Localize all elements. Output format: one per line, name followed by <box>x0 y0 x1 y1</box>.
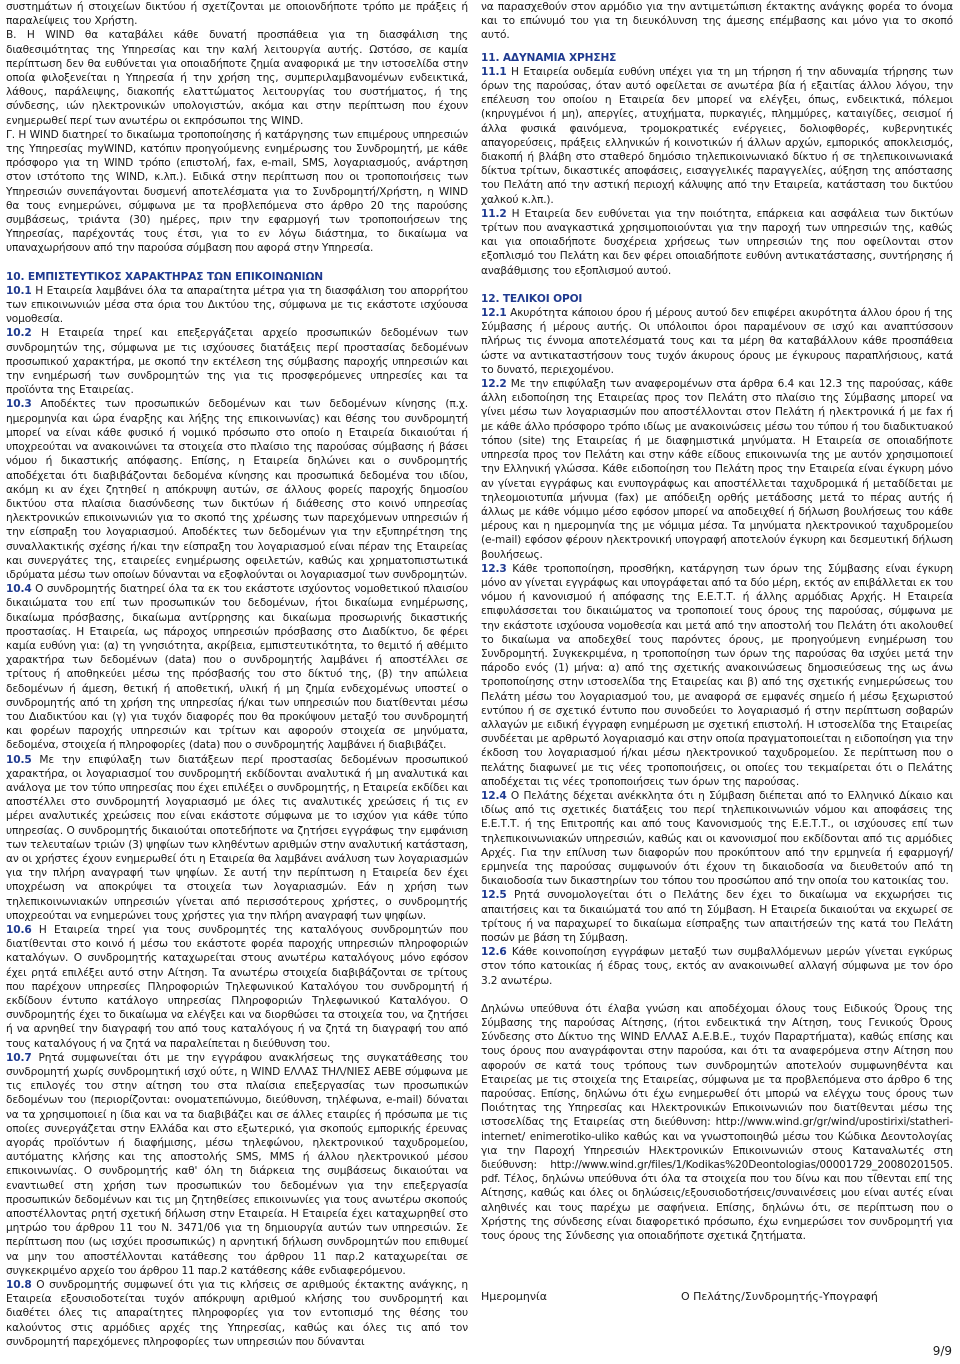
clause-text: Ο συνδρομητής διατηρεί όλα τα εκ του εκάστοτε ισχύοντος νομοθετικού πλαισίου δικαιώματα του επί των προσωπικών του δεδομένων, ήτοι δικαίωμα ενημέρωσης, δικαίωμα πρόσβασης, δικαίωμα αντίρρησης και δικαίωμα προσωρινής δικαστικής προστασίας. Η Εταιρεία, ως πάροχος υπηρεσιών πρόσβασης στο Διαδίκτυο, δε φέρει καμία ευθύνη για: (α) τη γνησιότητα, ακρίβεια, εμπιστευτικότητα, το θεμιτό ή αθέμιτο χαρακτήρα των δεδομένων (data) που ο συνδρομητής λαμβάνει ή αποστέλλει σε τρίτους ή αποθηκεύει μέσω της πρόσβασής του στο δίκτυό της, (β) την απώλεια δεδομένων ή άμεση, θετική ή αποθετική, υλική ή μη ζημία ενδεχομένως υποστεί ο συνδρομητής από τη χρήση της υπηρεσίας ή/και των υπηρεσιών που διατίθενται μέσω του Διαδικτύου και (γ) για τυχόν διαφορές που θα προκύψουν μεταξύ του συνδρομητή και φορέων παροχής υπηρεσιών και τρίτων και αφορούν στοιχεία σε μηνύματα, δεδομένα, στοιχεία ή πληροφορίες (data) που ο συνδρομητής λαμβάνει ή διαβιβάζει. <box>6 583 468 752</box>
page-number: 9/9 <box>932 1344 952 1358</box>
clause-10-7 <box>6 1051 468 1278</box>
clause-text: Η Εταιρεία ουδεμία ευθύνη υπέχει για τη μη τήρηση ή την αδυναμία τήρησης των όρων της παρούσας, όταν αυτό οφείλεται σε ανωτέρα βία ή εξαιτίας άλλου λόγου, την επέλευση του οποίου η Εταιρεία δεν μπορεί να ελέγξει, όπως, ενδεικτικά, πόλεμοι (κηρυγμένοι ή μη), απεργίες, ατυχήματα, πυρκαγιές, πλημμύρες, καταιγίδες, σεισμοί ή άλλα φυσικά φαινόμενα, τρομοκρατικές ενέργειες, δολιοφθορές, κυβερνητικές απαγορεύσεις, πράξεις ελληνικών ή κοινοτικών ή άλλων αρχών, εμπορικός αποκλεισμός, διακοπή ή βλάβη στο σταθερό δημόσιο τηλεπικοινωνιακό δίκτυο ή σε τηλεπικοινωνιακά δίκτυα τρίτων, δικαστικές αποφάσεις, εισαγγελικές παραγγελίες, αύξηση της απόστασης του Πελάτη από την αστική περιοχή κάλυψης από την Εταιρεία, κατάσταση του δικτύου χαλκού κ.λπ.). <box>481 65 953 206</box>
clause-number: 10.5 <box>6 753 32 766</box>
section-11-heading: 11. ΑΔΥΝΑΜΙΑ ΧΡΗΣΗΣ <box>481 51 617 64</box>
clause-10-4 <box>6 582 468 752</box>
clause-number: 10.4 <box>6 583 32 596</box>
clause-number: 11.2 <box>481 207 507 220</box>
clause-text: Ρητά συμφωνείται ότι με την εγγράφου ανακλήσεως της συγκατάθεσης του συνδρομητή χωρίς συνδρομητική ισχύ ούτε, η WIND ΕΛΛΑΣ ΤΗΛ/ΝΙΕΣ ΑΕΒΕ σύμφωνα με τις επιλογές του στην αίτηση του στα πλαίσια επεξεργασίας των προσωπικών δεδομένων του (περιορίζονται: ονοματεπώνυμο, διεύθυνση, τηλέφωνα, e-mail) δύναται να τα χρησιμοποιεί η ίδια και να τα διαβιβάζει και σε άλλες εταιρίες ή πρόσωπα με τις οποίες συνεργάζεται στην Ελλάδα και στο εξωτερικό, για σκοπούς εμπορικής έρευνας αγοράς προϊόντων ή διαφήμισης, μέσω τηλεφώνου, ηλεκτρονικού ταχυδρομείου, αυτόματης κλήσης και της αποστολής SMS, MMS ή άλλου ηλεκτρονικού μέσου επικοινωνίας. Ο συνδρομητής καθ' όλη τη διάρκεια της συμβάσεως δικαιούται να εναντιωθεί στη χρήση των προσωπικών του δεδομένων για την επεξεργασία προσωπικών δεδομένων και τις μη ζητηθείσες επικοινωνίες για τους ανωτέρω σκοπούς αποστέλλοντας ρητή σχετική δήλωση στην Εταιρεία. Η Εταιρεία έχει καταχωρηθεί στο μητρώο του άρθρου 11 του Ν. 3471/06 για τη δημιουργία αυτών των υπηρεσιών. Σε περίπτωση που (ως ισχύει προσωπικώς) η αρνητική δήλωση συνδρομητών που επιθυμεί να μην του αποστέλλονται κατάθεσης του άρθρου 11 παρ.2 καταχωρείται σε συγκεκριμένο αρχείο του άρθρου 11 παρ.2 κατάθεσης κάθε ενδιαφερόμενου. <box>6 1051 468 1277</box>
clause-number: 12.6 <box>481 946 507 959</box>
clause-number: 12.1 <box>481 307 507 320</box>
date-label: Ημερομηνία <box>481 1290 548 1303</box>
section-10-heading: 10. ΕΜΠΙΣΤΕΥΤΙΚΟΣ ΧΑΡΑΚΤΗΡΑΣ ΤΩΝ ΕΠΙΚΟΙΝΩΝΙΩΝ <box>6 270 324 283</box>
clause-number: 10.6 <box>6 924 32 936</box>
clause-number: 12.3 <box>481 562 507 575</box>
clause-11-2 <box>481 207 953 278</box>
clause-text: Η Εταιρεία τηρεί για τους συνδρομητές της καταλόγους συνδρομητών που διατίθενται στο κοινό ή μέσω του εκάστοτε φορέα παροχής υπηρεσιών πληροφοριών καταλόγων. Ο συνδρομητής καταχωρείται στους ανωτέρω καταλόγους μόνο εφόσον έχει ρητά επιλέξει αυτό στην Αίτηση. Τα ανωτέρω στοιχεία διαβιβάζονται σε τρίτους που παρέχουν υπηρεσίες Πληροφοριών Τηλεφωνικού Καταλόγου του συνδρομητή ή εκδίδουν έντυπο κατάλογο υπηρεσίας Πληροφοριών Τηλεφωνικού Καταλόγου. Ο συνδρομητής έχει το δικαίωμα να ελέγξει και να διορθώσει τα στοιχεία του, να ζητήσει ή να αρνηθεί την διαγραφή του από τους καταλόγους ή να ζητά τη διαγραφή του από τους καταλόγους ή να ζητά να παραλείπεται η διεύθυνση του. <box>6 924 468 1050</box>
clause-11-1 <box>481 65 953 207</box>
clause-10-6 <box>6 923 468 1051</box>
clause-12-6 <box>481 945 953 988</box>
paragraph-g: Γ. Η WIND διατηρεί το δικαίωμα τροποποίησης ή κατάργησης των επιμέρους υπηρεσιών της Υπηρεσίας myWIND, κατόπιν προηγούμενης ενημέρωσης του Συνδρομητή, με κάθε πρόσφορο για τη WIND τρόπο (επιστολή, fax, e-mail, SMS, λογαριασμούς, ανάρτηση στον ιστότοπο της WIND, κ.λπ.). Ειδικά στην περίπτωση που οι τροποποιήσεις των Υπηρεσιών συνεπάγονται δυσμενή αποτελέσματα για το Συνδρομητή/Χρήστη, η WIND θα τους ενημερώνει, σύμφωνα με τα προβλεπόμενα στο άρθρο 20 της παρούσης συμβάσεως, τριάντα (30) ημέρες, πριν την εφαρμογή των τροποποιήσεων της Υπηρεσίας, παρέχοντάς τους έτσι, για το εν λόγω διάστημα, το δικαίωμα να υπαναχωρήσουν από την παρούσα σύμβαση που αφορά στην Υπηρεσία. <box>6 128 468 255</box>
clause-10-2 <box>6 326 468 397</box>
clause-number: 10.3 <box>6 398 32 411</box>
intro-paragraph: συστημάτων ή στοιχείων δικτύου ή σχετίζονται με οποιονδήποτε τρόπο με πράξεις ή παραλείψεις του Χρήστη. <box>6 1 468 28</box>
clause-text: Αποδέκτες των προσωπικών δεδομένων και των δεδομένων κίνησης (π.χ. ημερομηνία και ώρα έναρξης και λήξης της επικοινωνίας) και θέσης του συνδρομητή μπορεί να είναι κάθε φυσικό ή νομικό πρόσωπο στο οποίο η Εταιρεία δικαιούται ή υποχρεούται να ανακοινώνει τα στοιχεία στο πλαίσιο της παρούσας σύμβασης ή βάσει νόμου ή δικαστικής απόφασης. Επίσης, η Εταιρεία δηλώνει και ο συνδρομητής αποδέχεται ότι διαβιβάζονται δεδομένα κίνησης και προσωπικά δεδομένα του ιδίου, ακόμη κι αν έχει ζητηθεί η απόκρυψη αυτών, σε άλλους φορείς παροχής δημοσίου δικτύου στα πλαίσια διασύνδεσης των δικτύων ή διάθεσης στο κοινό υπηρεσίας ηλεκτρονικών επικοινωνιών για το σκοπό της χρέωσης των παρεχόμενων υπηρεσιών ή την είσπραξη του λογαριασμού. Αποδέκτες των δεδομένων για την εξυπηρέτηση της συναλλακτικής σχέσης ή/και την είσπραξη του λογαριασμού είναι πέραν της Εταιρείας και συνεργάτες της, εταιρείες ενημέρωσης οφειλετών, καθώς και χρηματοπιστωτικά ιδρύματα μέσω των οποίων δύνανται να εξοφλούνται οι λογαριασμοί των συνδρομητών. <box>6 398 468 581</box>
clause-text: Ακυρότητα κάποιου όρου ή μέρους αυτού δεν επιφέρει ακυρότητα άλλου όρου ή της Σύμβασης ή μέρους αυτής. Οι υπόλοιποι όροι παραμένουν σε ισχύ και αναπτύσσουν πλήρως τις έννομα αποτελέσματά τους και τα μέρη θα καταβάλλουν κάθε προσπάθεια ώστε να αντικαταστήσουν τους τυχόν άκυρους όρους με έγκυρους παραπλήσιους, κατά το δυνατό, περιεχομένου. <box>481 307 953 376</box>
clause-number: 10.1 <box>6 284 32 297</box>
clause-text: Με την επιφύλαξη των αναφερομένων στα άρθρα 6.4 και 12.3 της παρούσας, κάθε άλλη ειδοποίηση της Εταιρείας προς τον Πελάτη στο πλαίσιο της Σύμβασης μπορεί να γίνει μέσω των λογαριασμών που αποστέλλονται στον Πελάτη ή ηλεκτρονικά ή με fax ή με κάθε άλλο πρόσφορο τρόπο ιδίως με ανακοινώσεις μέσω του τύπου ή του διαδικτυακού τόπου (site) της Εταιρείας ή με διαφημιστικά μηνύματα. Η Εταιρεία σε οποιαδήποτε υπηρεσία προς τον Πελάτη και στην κάθε είδους επικοινωνία της με αυτόν χρησιμοποιεί την Ελληνική γλώσσα. Κάθε ειδοποίηση του Πελάτη προς την Εταιρεία είναι έγκυρη μόνο αν γίνεται εγγράφως και ενυπογράφως και αποστέλλεται ταχυδρομικά ή μεταδίδεται με τηλεομοιοτυπία μήνυμα (fax) με απόδειξη ορθής μετάδοσης μετά το πέρας αυτής ή άλλως με κάθε νόμιμο μέσο εφόσον μπορεί να αποδειχθεί ή δήλωση βουλήσεως του κάθε μέρους και η ημερομηνία της με νόμιμα μέσα. Τα μηνύματα ηλεκτρονικού ταχυδρομείου (e-mail) εφόσον φέρουν ηλεκτρονική υπογραφή αποτελούν έγκυρη και δεσμευτική δήλωση βουλήσεως. <box>481 378 953 561</box>
clause-number: 10.8 <box>6 1279 32 1292</box>
clause-10-1 <box>6 284 468 327</box>
clause-number: 12.4 <box>481 789 507 802</box>
clause-text: Ρητά συνομολογείται ότι ο Πελάτης δεν έχει το δικαίωμα να εκχωρήσει τις απαιτήσεις και τα δικαιώματά του από τη Σύμβαση. Η Εταιρεία δικαιούται να εκχωρεί σε τρίτους ή να παραχωρεί το δικαίωμα είσπραξης των απαιτήσεών της κατά του Πελάτη ποσών με βάση τη Σύμβαση. <box>481 889 953 944</box>
clause-number: 11.1 <box>481 65 507 78</box>
clause-number: 12.2 <box>481 378 507 391</box>
clause-12-2 <box>481 377 953 562</box>
left-column <box>6 0 468 1349</box>
clause-text: Η Εταιρεία λαμβάνει όλα τα απαραίτητα μέτρα για τη διασφάλιση του απορρήτου των επικοινωνιών μέσα στα όρια του Δικτύου της, σύμφωνα με τις εκάστοτε ισχύουσα νομοθεσία. <box>6 284 468 326</box>
right-column <box>481 0 953 1243</box>
signature-footer <box>481 1290 953 1303</box>
continuation-paragraph: να παρασχεθούν στον αρμόδιο για την αντιμετώπιση έκτακτης ανάγκης φορέα το όνομα και το επώνυμό του για τη διευκόλυνση της άμεσης επέμβασης και μόνο για το σκοπό αυτό. <box>481 1 953 42</box>
clause-10-3 <box>6 397 468 582</box>
signature-label: Ο Πελάτης/Συνδρομητής-Υπογραφή <box>681 1290 878 1303</box>
clause-text: Κάθε κοινοποίηση εγγράφων μεταξύ των συμβαλλόμενων μερών γίνεται εγκύρως στον τόπο κατοικίας ή έδρας τους, εκτός αν ανακοινωθεί αλλαγή σύμφωνα με τον όρο 3.2 ανωτέρω. <box>481 946 953 987</box>
clause-text: Η Εταιρεία τηρεί και επεξεργάζεται αρχείο προσωπικών δεδομένων των συνδρομητών της, σύμφωνα με τις ισχύουσες διατάξεις περί προστασίας δεδομένων προσωπικού χαρακτήρα, με σκοπό την εκτέλεση της σύμβασης παροχής υπηρεσιών και την ενημέρωσή των συνδρομητών της για τις προσφερόμενες υπηρεσίες και τα προϊόντα της Εταιρείας. <box>6 327 468 397</box>
clause-12-5 <box>481 888 953 945</box>
clause-text: Κάθε τροποποίηση, προσθήκη, κατάργηση των όρων της Σύμβασης είναι έγκυρη μόνο αν γίνεται εγγράφως και υπογράφεται από τα δύο μέρη, εκτός αν επιβάλλεται εκ του νόμου ή κανονισμού ή απόφασης της Ε.Ε.Τ.Τ. ή άλλης αρμόδιας Αρχής. Η Εταιρεία επιφυλάσσεται του δικαιώματος να τροποποιεί τους όρους της παρούσας, σύμφωνα με την εκάστοτε ισχύουσα νομοθεσία και μετά από την αποστολή του Πελάτη ότι ακολουθεί το δικαίωμα να αποδεχθεί τους παρόντες όρους, με προηγούμενη ενημέρωση του Συνδρομητή. Συγκεκριμένα, η τροποποίηση των όρων της παρούσας θα ισχύει μετά την πάροδο ενός (1) μήνα: α) από της σχετικής ανακοινώσεως δημοσιεύσεως της ως άνω τροποποίησης στην ιστοσελίδα της Εταιρείας και β) από της σχετικής ενημερώσεως του Πελάτη μέσω του λογαριασμού του, με αναφορά σε εμφανές σημείο ή μέσω ξεχωριστού εντύπου ή σε σχετικό έντυπο που συνοδεύει το λογαριασμό ή στην περίπτωση σοβαρών αλλαγών με ειδική έγγραφη ενημέρωση με σχετική επιστολή. Η ιστοσελίδα της Εταιρείας συνδέεται με αρθρωτό λογαριασμό και στην οποία πραγματοποιείται η ειδοποίηση για την έκδοση του λογαριασμού ή/και μέσω ηλεκτρονικού ταχυδρομείου. Σε περίπτωση που ο πελάτης διαφωνεί με τις νέες τροποποιήσεις, οι οποίες του τεκμαίρεται ότι ο Πελάτης αποδέχεται τις νέες τροποποιήσεις των όρων της παρούσας. <box>481 562 953 788</box>
clause-number: 10.7 <box>6 1051 32 1064</box>
section-12-heading: 12. ΤΕΛΙΚΟΙ ΟΡΟΙ <box>481 292 583 305</box>
clause-text: Ο Πελάτης δέχεται ανέκκλητα ότι η Σύμβαση διέπεται από το Ελληνικό Δίκαιο και ιδίως από τις σχετικές διατάξεις του περί τηλεπικοινωνιών νόμου και αποφάσεις της Ε.Ε.Τ.Τ. ή της Επιτροπής και από τους Κανονισμούς της Ε.Ε.Τ.Τ., οι ισχύουσες επί των τηλεπικοινωνιακών υπηρεσιών, καθώς και οι κανονισμοί που εκδίδονται από τις αρμόδιες Αρχές. Για την επίλυση των διαφορών που προκύπτουν από την ερμηνεία ή εφαρμογή/ερμηνεία της παρούσας συμφωνούν ότι έχουν τη δικαιοδοσία να διευθετούν από τη δικαιοδοσία των δικαστηρίων του τόπου του προσώπου από την οποία του κατοικίας του. <box>481 789 953 888</box>
clause-number: 10.2 <box>6 327 32 340</box>
clause-12-4 <box>481 789 953 888</box>
clause-12-1 <box>481 306 953 377</box>
clause-text: Με την επιφύλαξη των διατάξεων περί προστασίας δεδομένων προσωπικού χαρακτήρα, οι λογαριασμοί του συνδρομητή εκδίδονται αναλυτικά ή μη αναλυτικά και ανάλογα με τον τύπο υπηρεσίας που έχει επιλέξει ο συνδρομητής, η Εταιρεία εκδίδει και αποστέλλει στο συνδρομητή λογαριασμό με όλες τις αναλυτικές χρεώσεις ή τις εν μέρει αναλυτικές χρεώσεις που είναι εκάστοτε σύμφωνα με το ισχύον για κάθε τύπο υπηρεσίας. Ο συνδρομητής δικαιούται οποτεδήποτε να ζητήσει εγγράφως την εμφάνιση των τελευταίων τριών (3) ψηφίων των κληθέντων αριθμών στην αναλυτική κατάσταση, αν οι χρήστες έχουν ενημερωθεί ότι η Εταιρεία θα λαμβάνει ανάλυση των λογαριασμών για την πλήρη αναγραφή των ψηφίων. Σε αυτή την περίπτωση η Εταιρεία δεν έχει υποχρέωση να αποκρύψει τα στοιχεία των λογαριασμών. Εάν η χρήση των τηλεπικοινωνιακών υπηρεσιών γίνεται από περισσότερους χρήστες, ο συνδρομητής υποχρεούται να ενημερώνει τους χρήστες για την πλήρη αναγραφή των ψηφίων. <box>6 753 468 922</box>
declaration-paragraph: Δηλώνω υπεύθυνα ότι έλαβα γνώση και αποδέχομαι όλους τους Ειδικούς Όρους της Σύμβασης της παρούσας Αίτησης, (ήτοι ενδεικτικά την Αίτηση, τους Γενικούς Όρους Σύνδεσης στο Δίκτυο της WIND ΕΛΛΑΣ Α.Ε.Β.Ε., τυχόν Παραρτήματα), καθώς επίσης και τους όρους που αναγράφονται στην παρούσα, και ότι τα αναφερόμενα στην Αίτηση που αφορούν σε κατά τους τρόπους των συνδρομητών αποτελούν συμφωνηθέντα και Εταιρείας με τις στοιχεία της Εταιρείας, σύμφωνα με τα προβλεπόμενα στο άρθρο 6 της παρούσας. Επίσης, δηλώνω ότι έχω ενημερωθεί ότι μπορώ να ελέγχω τους όρους των Ποιότητας της Υπηρεσίας και Ηλεκτρονικών Επικοινωνιών που διατίθενται μέσω της ιστοσελίδας της Εταιρείας στη διεύθυνση: http://www.wind.gr/gr/wind/upostirixi/statheri-internet/ enimerotiko-uliko καθώς και να γνωστοποιηθώ μέσω του Κώδικα Δεοντολογίας για την Παροχή Υπηρεσιών Ηλεκτρονικών Επικοινωνιών στους Καταναλωτές στη διεύθυνση: http://www.wind.gr/files/1/Kodikas%20Deontologias/00001729_20080201505. pdf. Τέλος, δηλώνω υπεύθυνα ότι όλα τα στοιχεία που του δίνω και που τίθενται επί της Αίτησης, καθώς και όλες οι δηλώσεις/εξουσιοδοτήσεις/συναινέσεις μου είναι αυτές είναι αληθινές και τους παρέχω με σαφήνεια. Επίσης, δηλώνω ότι, σε περίπτωση που ο Χρήστης της σύνδεσης είναι διαφορετικό πρόσωπο, έχω ενημερώσει τον συνδρομητή για τους όρους της Σύνδεσης για οποιαδήποτε σχετικά ζητήματα. <box>481 1002 953 1243</box>
clause-text: Ο συνδρομητής συμφωνεί ότι για τις κλήσεις σε αριθμούς έκτακτης ανάγκης, η Εταιρεία εξουσιοδοτείται τυχόν απόκρυψη αριθμού κλήσης του συνδρομητή και διαθέτει όλες τις απαραίτητες πληροφορίες για τον εντοπισμό της θέσης του καλούντος στις αρμόδιες αρχές της Υπηρεσίας, καθώς και όλες τις από τον συνδρομητή παρεχόμενες πληροφορίες των υπηρεσιών που δύνανται <box>6 1279 468 1348</box>
clause-12-3 <box>481 562 953 789</box>
clause-10-8 <box>6 1278 468 1349</box>
clause-number: 12.5 <box>481 889 507 902</box>
paragraph-b: Β. Η WIND θα καταβάλει κάθε δυνατή προσπάθεια για τη διασφάλιση της διαθεσιμότητας της Υπηρεσίας και την καλή λειτουργία αυτής. Ωστόσο, σε καμία περίπτωση δεν θα ευθύνεται για οποιαδήποτε ζημία αναφορικά με την ιστοσελίδα στην οποία φιλοξενείται η Υπηρεσία ή την χρήση της, συμπεριλαμβανομένων ενδεικτικά, λάθους, παράλειψης, διακοπής ελαττώματος λειτουργίας του συστήματος, ή της σύνδεσης, ιών ηλεκτρονικών υπολογιστών, ακόμα και στην περίπτωση που έχουν ενημερωθεί περί των ανωτέρω οι εκπρόσωποι της WIND. <box>6 29 468 127</box>
clause-10-5 <box>6 753 468 923</box>
clause-text: Η Εταιρεία δεν ευθύνεται για την ποιότητα, επάρκεια και ασφάλεια των δικτύων τρίτων που αναγκαστικά χρησιμοποιούνται για την παροχή των υπηρεσιών της, καθώς και για οποιαδήποτε δυσχέρεια χρήσεως των υπηρεσιών της που οφείλονται στον εξοπλισμό του Πελάτη και δεν φέρει οποιαδήποτε ευθύνη αντικατάστασης, συντήρησης ή αναβάθμισης του εξοπλισμού αυτού. <box>481 207 953 277</box>
